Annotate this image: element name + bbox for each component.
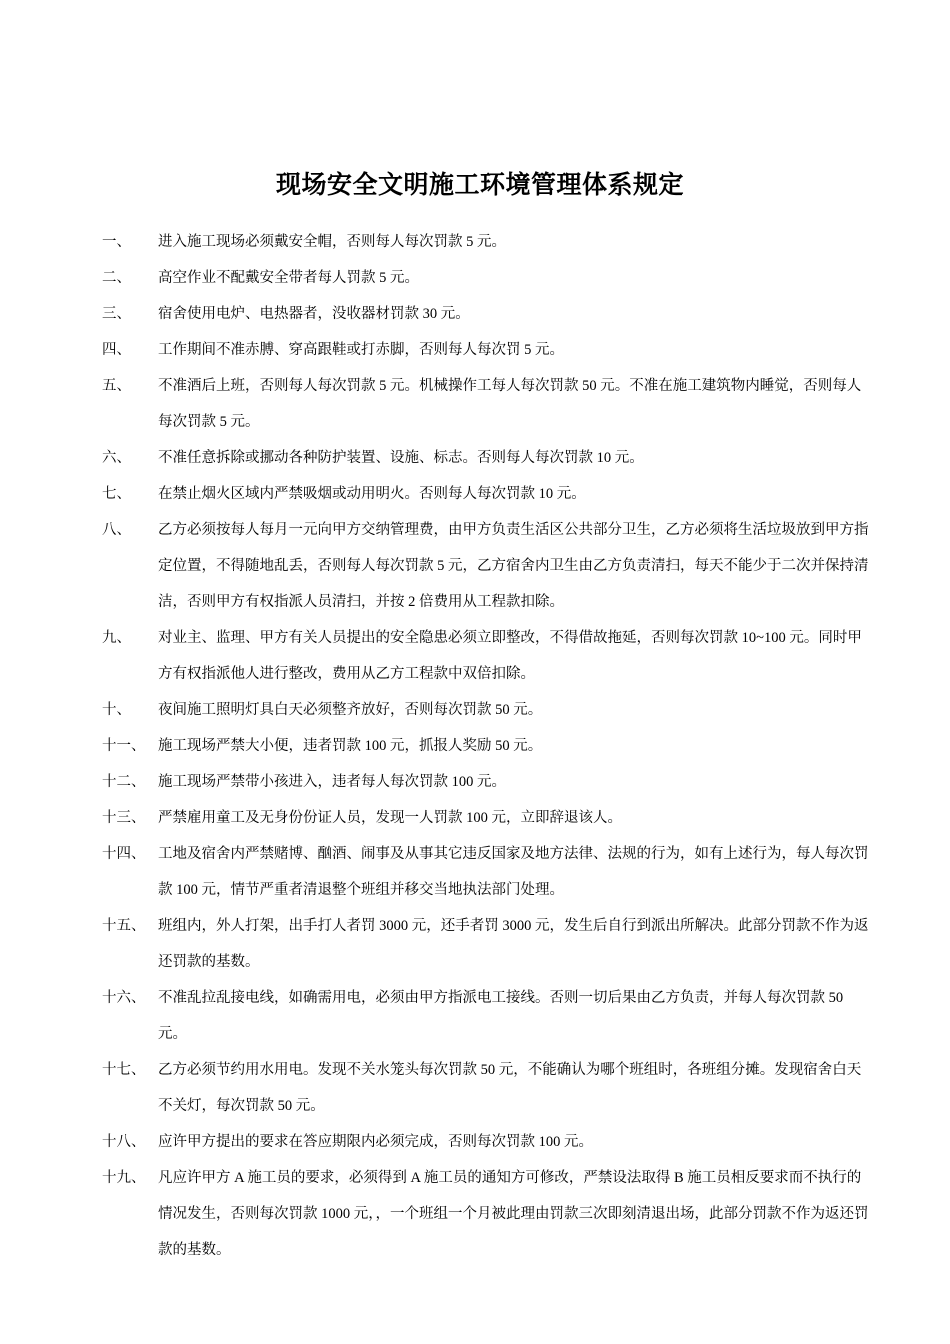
rule-text: 乙方必须节约用水用电。发现不关水笼头每次罚款 50 元，不能确认为哪个班组时，各班组分摊。发现宿舍白天不关灯，每次罚款 50 元。 — [158, 1062, 862, 1114]
rule-item — [0, 800, 873, 836]
rule-item — [0, 1124, 873, 1160]
rule-number: 二、 — [102, 270, 131, 286]
rule-text: 不准乱拉乱接电线，如确需用电，必须由甲方指派电工接线。否则一切后果由乙方负责，并每人每次罚款 50 元。 — [158, 990, 844, 1042]
rule-text: 凡应许甲方 A 施工员的要求，必须得到 A 施工员的通知方可修改，严禁设法取得 B 施工员相反要求而不执行的情况发生，否则每次罚款 1000 元，，一个班组一个月被此理由罚款三次即刻清退出场，此部分罚款不作为返还罚款的基数。 — [158, 1170, 869, 1258]
rule-text: 工作期间不准赤膊、穿高跟鞋或打赤脚，否则每人每次罚 5 元。 — [158, 342, 564, 358]
rule-text: 进入施工现场必须戴安全帽，否则每人每次罚款 5 元。 — [158, 234, 506, 250]
rule-text: 工地及宿舍内严禁赌博、酗酒、闹事及从事其它违反国家及地方法律、法规的行为，如有上述行为，每人每次罚款 100 元，情节严重者清退整个班组并移交当地执法部门处理。 — [158, 846, 869, 898]
rule-item — [0, 728, 873, 764]
rule-item — [0, 1160, 873, 1268]
rule-number: 十七、 — [102, 1062, 146, 1078]
rule-text: 夜间施工照明灯具白天必须整齐放好，否则每次罚款 50 元。 — [158, 702, 543, 718]
rule-item — [0, 836, 873, 908]
rule-item — [0, 764, 873, 800]
rule-text: 乙方必须按每人每月一元向甲方交纳管理费，由甲方负责生活区公共部分卫生，乙方必须将生活垃圾放到甲方指定位置，不得随地乱丢，否则每人每次罚款 5 元，乙方宿舍内卫生由乙方负责清扫，每天不能少于二次并保持清洁，否则甲方有权指派人员清扫，并按 2 倍费用从工程款扣除。 — [158, 522, 869, 610]
rule-text: 不准任意拆除或挪动各种防护装置、设施、标志。否则每人每次罚款 10 元。 — [158, 450, 644, 466]
rule-text: 在禁止烟火区域内严禁吸烟或动用明火。否则每人每次罚款 10 元。 — [158, 486, 586, 502]
rule-text: 对业主、监理、甲方有关人员提出的安全隐患必须立即整改，不得借故拖延，否则每次罚款 10~100 元。同时甲方有权指派他人进行整改，费用从乙方工程款中双倍扣除。 — [158, 630, 862, 682]
rule-item — [0, 1052, 873, 1124]
rule-item — [0, 440, 873, 476]
rule-text: 高空作业不配戴安全带者每人罚款 5 元。 — [158, 270, 419, 286]
rule-item — [0, 260, 873, 296]
rule-number: 十四、 — [102, 846, 146, 862]
rule-number: 四、 — [102, 342, 131, 358]
rule-item — [0, 512, 873, 620]
rule-number: 十八、 — [102, 1134, 146, 1150]
rule-item — [0, 980, 873, 1052]
rule-text: 不准酒后上班，否则每人每次罚款 5 元。机械操作工每人每次罚款 50 元。不准在施工建筑物内睡觉，否则每人每次罚款 5 元。 — [158, 378, 862, 430]
rule-number: 九、 — [102, 630, 131, 646]
rule-text: 宿舍使用电炉、电热器者，没收器材罚款 30 元。 — [158, 306, 470, 322]
rule-item — [0, 296, 873, 332]
rules-list — [0, 224, 950, 1268]
rule-text: 应许甲方提出的要求在答应期限内必须完成，否则每次罚款 100 元。 — [158, 1134, 593, 1150]
rule-text: 班组内，外人打架，出手打人者罚 3000 元，还手者罚 3000 元，发生后自行到派出所解决。此部分罚款不作为返还罚款的基数。 — [158, 918, 869, 970]
rule-number: 六、 — [102, 450, 131, 466]
rule-number: 十、 — [102, 702, 131, 718]
rule-number: 十一、 — [102, 738, 146, 754]
rule-number: 十三、 — [102, 810, 146, 826]
rule-item — [0, 620, 873, 692]
rule-number: 三、 — [102, 306, 131, 322]
rule-text: 施工现场严禁带小孩进入，违者每人每次罚款 100 元。 — [158, 774, 506, 790]
rule-text: 严禁雇用童工及无身份份证人员，发现一人罚款 100 元，立即辞退该人。 — [158, 810, 622, 826]
rule-number: 十二、 — [102, 774, 146, 790]
rule-item — [0, 476, 873, 512]
rule-item — [0, 368, 873, 440]
rule-number: 十六、 — [102, 990, 146, 1006]
rule-item — [0, 332, 873, 368]
rule-number: 十九、 — [102, 1170, 146, 1186]
rule-item — [0, 692, 873, 728]
rule-number: 五、 — [102, 378, 131, 394]
rule-text: 施工现场严禁大小便，违者罚款 100 元，抓报人奖励 50 元。 — [158, 738, 543, 754]
rule-number: 十五、 — [102, 918, 146, 934]
rule-number: 一、 — [102, 234, 131, 250]
rule-number: 七、 — [102, 486, 131, 502]
rule-item — [0, 908, 873, 980]
rule-number: 八、 — [102, 522, 131, 538]
document-title: 现场安全文明施工环境管理体系规定 — [275, 172, 684, 199]
rule-item — [0, 224, 873, 260]
